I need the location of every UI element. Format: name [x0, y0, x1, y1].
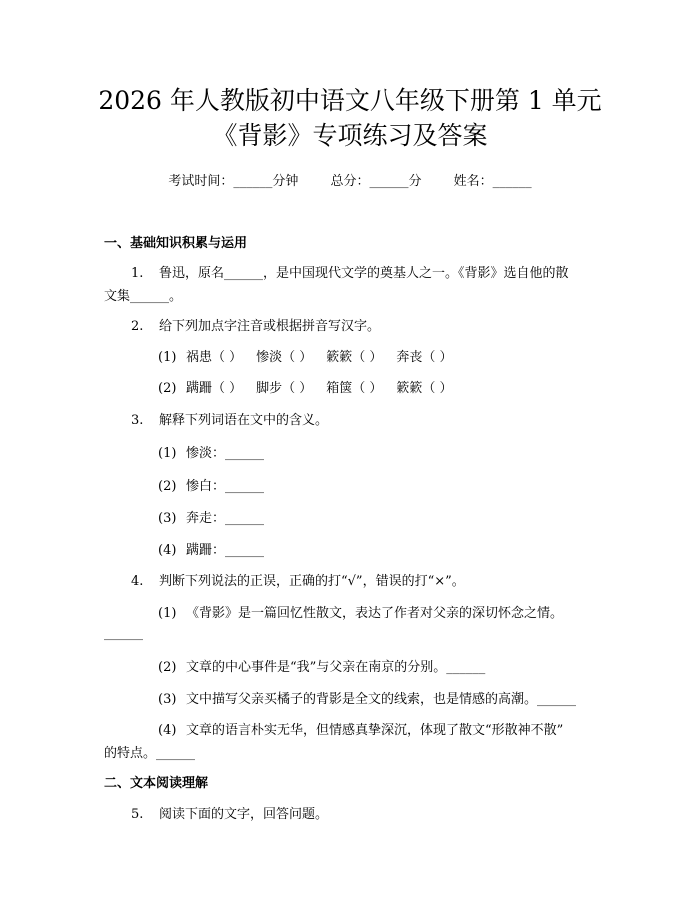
- pinyin-item: 奔丧（ ）: [396, 350, 453, 365]
- question-4-sub-2: [158, 656, 485, 675]
- pinyin-item: 簌簌（ ）: [326, 350, 383, 365]
- definition-blank: 惨白：______: [186, 479, 265, 494]
- definition-blank: 惨淡：______: [186, 446, 265, 461]
- section-heading-2: 二、文本阅读理解: [104, 776, 209, 791]
- question-text: 给下列加点字注音或根据拼音写汉字。: [159, 319, 381, 334]
- sub-label: (4): [158, 723, 177, 738]
- exam-total-score: 总分：______分: [330, 174, 422, 189]
- pinyin-item: 祸患（ ）: [186, 350, 243, 365]
- question-4-sub-1: [158, 602, 563, 621]
- document-title-line-2: 《背影》专项练习及答案: [212, 121, 488, 150]
- document-title-line-1: 2026 年人教版初中语文八年级下册第 1 单元: [98, 86, 602, 115]
- question-1-continued: 文集______。: [104, 289, 183, 304]
- sub-label: (1): [158, 350, 177, 365]
- question-3: [131, 409, 328, 428]
- question-4-sub-4-continued: 的特点。______: [104, 746, 196, 761]
- sub-label: (3): [158, 692, 177, 707]
- sub-label: (2): [158, 381, 177, 396]
- question-number: 4.: [131, 574, 144, 589]
- pinyin-item: 惨淡（ ）: [256, 350, 313, 365]
- question-3-sub-1: [158, 442, 264, 461]
- question-number: 3.: [131, 413, 144, 428]
- section-heading-1: 一、基础知识积累与运用: [104, 236, 248, 251]
- pinyin-item: 簌簌（ ）: [396, 381, 453, 396]
- question-3-sub-2: [158, 475, 264, 494]
- statement-text: 《背影》是一篇回忆性散文，表达了作者对父亲的深切怀念之情。: [186, 606, 564, 621]
- exam-info: [0, 170, 700, 189]
- question-text: 鲁迅，原名______，是中国现代文学的奠基人之一。《背影》选自他的散: [159, 266, 569, 281]
- exam-student-name: 姓名：______: [453, 174, 532, 189]
- question-4: [131, 570, 465, 589]
- question-3-sub-3: [158, 507, 264, 526]
- question-1: [131, 262, 569, 281]
- definition-blank: 奔走：______: [186, 511, 265, 526]
- sub-label: (4): [158, 543, 177, 558]
- pinyin-item: 箱箧（ ）: [326, 381, 383, 396]
- pinyin-item: 脚步（ ）: [256, 381, 313, 396]
- statement-text: 文章的语言朴实无华，但情感真挚深沉，体现了散文“形散神不散”: [186, 723, 564, 738]
- sub-label: (2): [158, 479, 177, 494]
- definition-blank: 蹒跚：______: [186, 543, 265, 558]
- question-4-sub-3: [158, 688, 576, 707]
- question-4-sub-1-blank: ______: [104, 626, 143, 641]
- question-text: 解释下列词语在文中的含义。: [159, 413, 329, 428]
- pinyin-item: 蹒跚（ ）: [186, 381, 243, 396]
- question-3-sub-4: [158, 539, 264, 558]
- question-text: 判断下列说法的正误，正确的打“√”，错误的打“×”。: [159, 574, 465, 589]
- exam-time: 考试时间：______分钟: [168, 174, 299, 189]
- question-5: [131, 803, 328, 822]
- question-2-sub-1: [158, 346, 453, 365]
- question-text: 阅读下面的文字，回答问题。: [159, 807, 329, 822]
- question-4-sub-4: [158, 719, 563, 738]
- sub-label: (1): [158, 446, 177, 461]
- question-2-sub-2: [158, 377, 453, 396]
- question-number: 1.: [131, 266, 144, 281]
- question-number: 5.: [131, 807, 144, 822]
- question-number: 2.: [131, 319, 144, 334]
- sub-label: (3): [158, 511, 177, 526]
- statement-text: 文中描写父亲买橘子的背影是全文的线索，也是情感的高潮。______: [186, 692, 577, 707]
- sub-label: (2): [158, 660, 177, 675]
- question-2: [131, 315, 380, 334]
- statement-text: 文章的中心事件是“我”与父亲在南京的分别。______: [186, 660, 486, 675]
- sub-label: (1): [158, 606, 177, 621]
